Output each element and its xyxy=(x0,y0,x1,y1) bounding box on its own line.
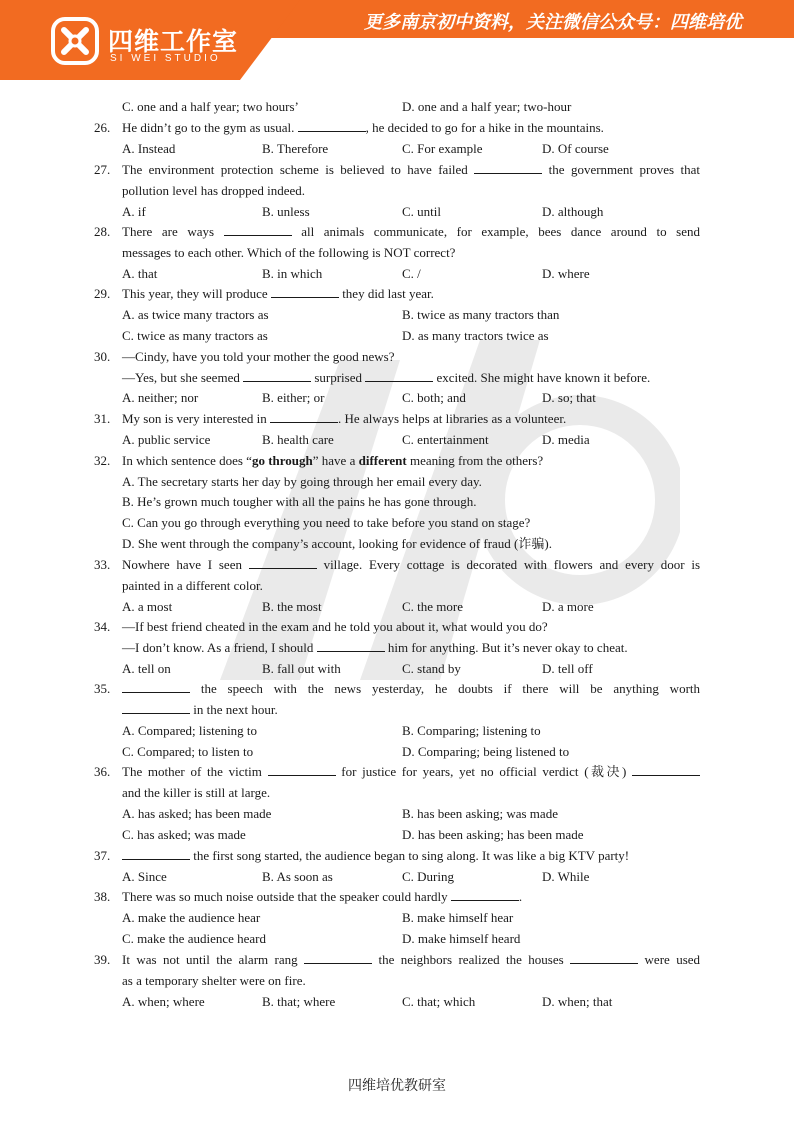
page-header xyxy=(0,0,794,80)
option-c: C. During xyxy=(402,869,454,884)
option-a: A. public service xyxy=(122,432,211,447)
option-b: B. As soon as xyxy=(262,869,333,884)
question-number: 36. xyxy=(94,764,111,779)
option-c: C. stand by xyxy=(402,661,461,676)
option-b: B. twice as many tractors than xyxy=(402,307,560,322)
question-text: There was so much noise outside that the speaker could hardly . xyxy=(122,889,523,904)
answer-blank xyxy=(365,369,433,382)
option-d: D. one and a half year; two-hour xyxy=(402,99,572,114)
question-text: —I don’t know. As a friend, I should him for anything. But it’s never okay to cheat. xyxy=(122,640,628,655)
option-b: B. in which xyxy=(262,266,323,281)
option-b: B. has been asking; was made xyxy=(402,806,558,821)
option-a: A. neither; nor xyxy=(122,390,199,405)
studio-logo-icon xyxy=(50,16,100,66)
option-c: C. has asked; was made xyxy=(122,827,246,842)
question-text: the first song started, the audience began to sing along. It was like a big KTV party! xyxy=(122,846,629,866)
option-a: A. tell on xyxy=(122,661,171,676)
answer-blank xyxy=(570,951,638,964)
question-text: The mother of the victim for justice for years, yet no official verdict (裁决) xyxy=(122,762,700,782)
question-number: 27. xyxy=(94,162,111,177)
question-number: 35. xyxy=(94,681,111,696)
answer-blank xyxy=(317,639,385,652)
question-text: He didn’t go to the gym as usual. , he decided to go for a hike in the mountains. xyxy=(122,120,604,135)
option-a: A. when; where xyxy=(122,994,205,1009)
question-text: It was not until the alarm rang the neighbors realized the houses were used xyxy=(122,952,701,967)
answer-blank xyxy=(122,847,190,860)
question-text: in the next hour. xyxy=(122,700,278,720)
option-c: C. until xyxy=(402,204,442,219)
option-d: D. has been asking; has been made xyxy=(402,827,584,842)
question-text: In which sentence does “go through” have a different meaning from the others? xyxy=(122,453,544,468)
question-number: 38. xyxy=(94,889,111,904)
answer-blank xyxy=(122,680,190,693)
page-footer: 四维培优教研室 xyxy=(348,1078,446,1094)
option-a: A. Instead xyxy=(122,141,176,156)
question-text: The environment protection scheme is believed to have failed the government proves that xyxy=(122,162,701,177)
option-c: C. For example xyxy=(402,141,483,156)
logo-english-name: SI WEI STUDIO xyxy=(110,53,221,64)
option-a: A. if xyxy=(122,204,146,219)
option-a: A. The secretary starts her day by going through her email every day. xyxy=(122,474,482,489)
answer-blank xyxy=(122,701,190,714)
answer-blank xyxy=(271,285,339,298)
question-number: 37. xyxy=(94,848,111,863)
option-b: B. the most xyxy=(262,599,322,614)
question-text: My son is very interested in . He always helps at libraries as a volunteer. xyxy=(122,411,567,426)
question-number: 29. xyxy=(94,286,111,301)
question-text: This year, they will produce they did last year. xyxy=(122,286,434,301)
option-a: A. Compared; listening to xyxy=(122,723,258,738)
option-a: A. that xyxy=(122,266,158,281)
option-c: C. Compared; to listen to xyxy=(122,744,254,759)
option-d: D. as many tractors twice as xyxy=(402,328,549,343)
option-d: D. where xyxy=(542,266,590,281)
option-d: D. although xyxy=(542,204,604,219)
answer-blank xyxy=(474,161,542,174)
option-c: C. entertainment xyxy=(402,432,489,447)
option-c: C. / xyxy=(402,266,421,281)
question-number: 26. xyxy=(94,120,111,135)
option-c: C. both; and xyxy=(402,390,466,405)
option-c: C. Can you go through everything you need to take before you stand on stage? xyxy=(122,515,531,530)
question-text: There are ways all animals communicate, for example, bees dance around to send xyxy=(122,224,700,239)
option-c: C. the more xyxy=(402,599,464,614)
answer-blank xyxy=(304,951,372,964)
logo-chinese-name: 四维工作室 xyxy=(108,27,239,56)
option-d: D. a more xyxy=(542,599,594,614)
question-text: —Yes, but she seemed surprised excited. She might have known it before. xyxy=(122,370,651,385)
option-d: D. tell off xyxy=(542,661,593,676)
option-b: B. He’s grown much tougher with all the pains he has gone through. xyxy=(122,494,477,509)
option-a: A. Since xyxy=(122,869,167,884)
question-text: Nowhere have I seen village. Every cottage is decorated with flowers and every door is xyxy=(122,557,701,572)
question-number: 39. xyxy=(94,952,111,967)
question-text: and the killer is still at large. xyxy=(122,785,271,800)
option-d: D. She went through the company’s account, looking for evidence of fraud (诈骗). xyxy=(122,536,552,551)
question-text: pollution level has dropped indeed. xyxy=(122,183,306,198)
option-a: A. as twice many tractors as xyxy=(122,307,269,322)
option-d: D. Of course xyxy=(542,141,609,156)
option-b: B. fall out with xyxy=(262,661,341,676)
option-b: B. either; or xyxy=(262,390,325,405)
option-d: D. Comparing; being listened to xyxy=(402,744,570,759)
question-number: 30. xyxy=(94,349,111,364)
option-b: B. health care xyxy=(262,432,334,447)
question-number: 34. xyxy=(94,619,111,634)
question-text: as a temporary shelter were on fire. xyxy=(122,973,306,988)
option-c: C. twice as many tractors as xyxy=(122,328,268,343)
header-slogan: 更多南京初中资料，关注微信公众号：四维培优 xyxy=(364,12,742,33)
question-text: —Cindy, have you told your mother the good news? xyxy=(122,349,395,364)
question-text: messages to each other. Which of the following is NOT correct? xyxy=(122,245,456,260)
option-c: C. make the audience heard xyxy=(122,931,267,946)
answer-blank xyxy=(249,556,317,569)
answer-blank xyxy=(224,223,292,236)
option-a: A. a most xyxy=(122,599,173,614)
option-b: B. Therefore xyxy=(262,141,329,156)
option-c: C. one and a half year; two hours’ xyxy=(122,99,299,114)
answer-blank xyxy=(632,763,700,776)
option-d: D. when; that xyxy=(542,994,613,1009)
answer-blank xyxy=(243,369,311,382)
question-number: 31. xyxy=(94,411,111,426)
option-b: B. make himself hear xyxy=(402,910,514,925)
question-number: 28. xyxy=(94,224,111,239)
option-c: C. that; which xyxy=(402,994,476,1009)
question-text: the speech with the news yesterday, he doubts if there will be anything worth xyxy=(122,679,700,699)
option-d: D. make himself heard xyxy=(402,931,521,946)
answer-blank xyxy=(268,763,336,776)
option-a: A. has asked; has been made xyxy=(122,806,272,821)
question-text: —If best friend cheated in the exam and he told you about it, what would you do? xyxy=(122,619,548,634)
option-b: B. Comparing; listening to xyxy=(402,723,541,738)
answer-blank xyxy=(451,888,519,901)
option-d: D. While xyxy=(542,869,590,884)
question-number: 32. xyxy=(94,453,111,468)
option-d: D. media xyxy=(542,432,590,447)
question-number: 33. xyxy=(94,557,111,572)
option-a: A. make the audience hear xyxy=(122,910,261,925)
option-b: B. that; where xyxy=(262,994,336,1009)
answer-blank xyxy=(270,410,338,423)
option-b: B. unless xyxy=(262,204,310,219)
option-d: D. so; that xyxy=(542,390,596,405)
question-text: painted in a different color. xyxy=(122,578,263,593)
answer-blank xyxy=(298,119,366,132)
